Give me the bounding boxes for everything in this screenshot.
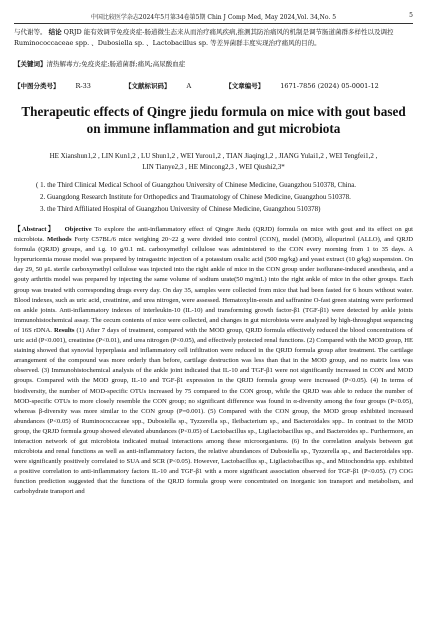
article-number-value: 1671-7856 (2024) 05-0001-12 [280, 82, 379, 90]
affiliation-3: 3. the Third Affiliated Hospital of Guangzhou University of Chinese Medicine, Guangzhou 510378) [40, 205, 321, 213]
results-label: Results [53, 326, 75, 334]
english-abstract [14, 225, 413, 498]
keywords-text: 清热解毒方;免疫炎症;肠道菌群;痛风;高尿酸血症 [46, 60, 186, 68]
cn-text-after: QRJD 能有效调节免疫炎症-肠道微生态来从而治疗痛风疾病,推测其防治痛风的机制是调节肠道菌群多样性以及调控 Ruminococcaceae spp. 、Dubosiella sp. 、Lactobacillus sp. 等差异菌群丰度实现治疗痛风的目的。 [14, 28, 394, 47]
affiliation-1: ( 1. the Third Clinical Medical School of Guangzhou University of Chinese Medicine, Guangzhou 510378, China. [36, 181, 357, 189]
abstract-label: 【Abstract】 [14, 226, 56, 233]
running-header [14, 10, 413, 24]
affiliation-2: 2. Guangdong Research Institute for Orthopedics and Traumatology of Chinese Medicine, Guangzhou 510378. [40, 193, 351, 201]
clc-label: 【中图分类号】 [14, 82, 60, 90]
authors-line-2: LIN Tianye2,3 , HE Mincong2,3 , WEI Qiushi2,3* [142, 163, 285, 171]
classification-line [14, 81, 413, 92]
chinese-abstract-continuation [14, 27, 413, 49]
page-number: 5 [409, 12, 413, 19]
cn-text-before: 与代谢等。 [14, 28, 47, 36]
methods-label: Methods [47, 236, 72, 244]
doc-code-label: 【文献标识码】 [124, 82, 171, 90]
author-list [30, 151, 397, 173]
clc-value: R-33 [75, 82, 91, 90]
keywords-label: 【关键词】 [14, 60, 47, 68]
keywords-line [14, 59, 413, 70]
results-text: (1) After 7 days of treatment, compared with the MOD group, QRJD formula effectively reduced the blood concentrations of uric acid (P<0.001), creatinine (P<0.01), and urea nitrogen (P<0.05), and effectively protected renal functions. (2) Compared with the MOD group, HE staining showed that synovial hyperplasia and inflammatory cell infiltration were reduced in the QRJD formula group after treatment. The cartilage arrangement of the compound was more orderly than before, cartilage destruction was less than that in the MOD group, and no matrix loss was observed. (3) Immunohistochemical analysis of the ankle joint indicated that IL-10 and TGF-β1 were not significantly increased in CON and MOD groups. Compared with the MOD group, IL-10 and TGF-β1 expression in the QRJD formula group were increased (P<0.05). (4) In terms of biodiversity, the number of MOD-specific OTUs increased by 75 compared to the CON group, while the QRJD was able to reduce the number of MOD-specific OTUs to more closely resemble the CON group; no significant difference was found in α-diversity among the four groups (P<0.05), whereas β-diversity was more similar to the CON group (P=0.001). (5) Compared with the CON group, the MOD group exhibited increased abundances (P<0.05) of Ruminococcaceae spp., Dubosiella sp., Tyzzerella sp., Ileibacterium sp., and Bacteroidales spp.. In contrast to the MOD group, the QRJD formula group showed elevated abundances (P<0.05) of Lactobacillus sp., Ligilactobacillus sp., and Bacteroides sp.. Furthermore, an interaction network of gut microbiota indicated mutual interactions among these microorganisms. (6) In the correlation analysis between gut microbiota and renal functions as well as anti-inflammatory factors, the relative abundances of Dubosiella sp., Tyzzerella sp., and Bacteroidales spp. were significantly positively correlated to SUA and SCR (P<0.05). However, Lactobacillus sp., Ligilactobacillus sp., and Mitochondria spp. exhibited a positive correlation to anti-inflammatory factors IL-10 and TGF-β1 with a more significant association observed for TGF-β1 (P<0.05). (7) COG function prediction suggested that the functions of the QRJD formula group were concentrated on inorganic ion transport and metabolism, and carbohydrate transport and [14, 326, 413, 496]
objective-label: Objective [64, 226, 92, 233]
authors-line-1: HE Xianshun1,2 , LIN Kun1,2 , LU Shun1,2 , WEI Yurou1,2 , TIAN Jiaqing1,2 , JIANG Yulai1,2 , WEI Tengfei1,2 , [49, 152, 378, 160]
paper-title: Therapeutic effects of Qingre jiedu formula on mice with gout based on immune inflammation and gut microbiota [21, 104, 406, 136]
article-number-label: 【文章编号】 [225, 82, 265, 90]
cn-conclusion-label: 结论 [48, 28, 62, 36]
objective-text: To explore the anti-inflammatory effect of Qingre Jiedu (QRJD) formula on mice with gout and its effect on gut microbiota. [14, 226, 413, 244]
running-title: 中国比较医学杂志2024年5月第34卷第5期 Chin J Comp Med, May 2024,Vol. 34,No. 5 [90, 14, 337, 21]
methods-text: Forty C57BL/6 mice weighing 20~22 g were divided into control (CON), model (MOD), allopurinol (ALLO), and QRJD formula (QRJD) groups, and i.g. 10 g/0.1 mL carboxymethyl cellulose was administered to the CON every morning from 1 to 35 days. A hyperuricemia mouse model was prepared by intragastric injection of a potassium oxalic acid (500 mg/kg) and yeast extract (10 g/kg) suspension. On day 29, 50 μL sterile carboxymethyl cellulose was injected into the right ankle of mice in the CON group under isoflurane-induced anesthesia, and a gouty arthritis model was prepared by injecting the same volume of sodium urate(50 mg/mL) into the right ankle of mice in the other groups. Each group was treated with corresponding drugs every day. On day 35, samples were collected from mice that had been fasted for 6 hours without water. Blood indexes, such as uric acid, creatinine, and urea nitrogen, were assessed. Hematoxylin-eosin and saffranine O-fast green staining were performed on ankle joints. Anti-inflammatory indexes of interleukin-10 (IL-10) and transforming growth factor-β1 (TGF-β1) were detected by ankle joints immunohistochemical assay. The cecum contents of mice were collected, and changes in gut microbiota were analyzed by high-throughput sequencing of 16S rDNA. [14, 236, 413, 334]
doc-code-value: A [186, 82, 192, 90]
